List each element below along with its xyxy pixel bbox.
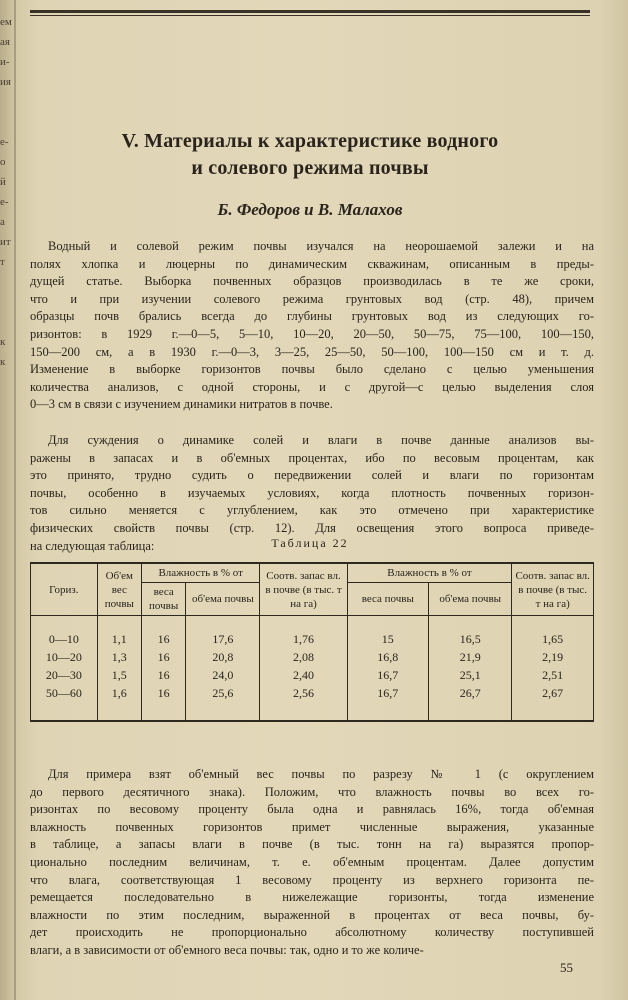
table-cell-empty (260, 702, 347, 721)
text-line: Для суждения о динамике солей и влаги в почве данные анализов вы- (48, 433, 594, 447)
table-cell: 25,6 (186, 684, 260, 702)
table-cell: 20,8 (186, 648, 260, 666)
header-volume-soil: об'ема почвы (186, 583, 260, 616)
table-row (31, 648, 594, 666)
table-cell: 24,0 (186, 666, 260, 684)
margin-fragment: т (0, 256, 5, 268)
margin-fragment: к (0, 336, 6, 348)
header-water-reserve-2: Соотв. запас вл. в почве (в тыс. т на га) (512, 563, 594, 616)
table-cell: 16,7 (347, 684, 428, 702)
text-line: Изменение в выборке горизонтов почвы было сделано с целью уменьшения (30, 362, 594, 377)
text-line: ремещается последовательно в нижележащие горизонты, тогда изменение (30, 890, 594, 905)
table-cell: 21,9 (429, 648, 512, 666)
third-paragraph (30, 766, 594, 960)
text-line: что влага, соответствующая 1 весовому проценту из верхнего горизонта пе- (30, 872, 594, 887)
chapter-title (40, 128, 580, 182)
table-cell: 2,56 (260, 684, 347, 702)
text-line: физических свойств почвы (стр. 12). Для освещения этого вопроса приведе- (30, 520, 594, 535)
margin-fragment: е- (0, 136, 9, 148)
table-cell: 1,5 (97, 666, 141, 684)
header-moisture-pct-2: Влажность в % от (347, 563, 512, 583)
text-line: влажность почвенных горизонтов примет численные выражения, указанные (30, 819, 594, 834)
data-table (30, 562, 594, 722)
table-cell-empty (97, 616, 141, 631)
table-cell-empty (141, 702, 185, 721)
header-weight-soil-2: веса почвы (347, 583, 428, 616)
text-line: на следующая таблица: (30, 538, 155, 553)
table-cell: 1,3 (97, 648, 141, 666)
text-line: что и при изучении солевого режима грунтовых вод (стр. 48), причем (30, 291, 594, 306)
table-cell: 16,8 (347, 648, 428, 666)
margin-fragment (0, 92, 14, 112)
text-line: полях хлопка и люцерны по динамическим скважинам, описанным в преды- (30, 256, 594, 271)
book-gutter (14, 0, 16, 1000)
text-line: почвы, особенно в изучаемых условиях, когда плотность почвенных горизон- (30, 485, 594, 500)
margin-fragment: а (0, 216, 5, 228)
table-cell: 0—10 (31, 630, 98, 648)
text-line: ционально последним величинам, т. е. об'емным процентам. Далее допустим (30, 854, 594, 869)
table-cell-empty (429, 702, 512, 721)
margin-fragment: ит (0, 236, 11, 248)
header-volume-soil-2: об'ема почвы (429, 583, 512, 616)
table-bottom-row (31, 702, 594, 721)
text-line: Для примера взят об'емный вес почвы по разрезу № 1 (с округлением (48, 767, 594, 781)
table-spacer-row (31, 616, 594, 631)
table-cell: 17,6 (186, 630, 260, 648)
table-cell-empty (512, 616, 594, 631)
table-cell: 15 (347, 630, 428, 648)
margin-fragment (0, 272, 14, 292)
margin-fragment: и- (0, 56, 10, 68)
text-line: дущей статье. Выборка почвенных образцов производилась в те же сроки, (30, 274, 594, 289)
text-line: ризонтов: в 1929 г.—0—5, 5—10, 10—20, 20—50, 50—75, 75—100, 100—150, (30, 326, 594, 341)
margin-fragment: ия (0, 76, 11, 88)
table-cell: 25,1 (429, 666, 512, 684)
margin-fragment: о (0, 156, 6, 168)
table-cell: 20—30 (31, 666, 98, 684)
table-cell: 1,1 (97, 630, 141, 648)
table-cell-empty (31, 616, 98, 631)
text-line: количества анализов, с одной стороны, и с другой—с целью выделения слоя (30, 379, 594, 394)
table-cell-empty (186, 702, 260, 721)
table-body (31, 616, 594, 722)
text-line: в таблице, а запасы влаги в почве (в тыс. тонн на га) выразятся пропор- (30, 837, 594, 852)
table-cell-empty (186, 616, 260, 631)
header-water-reserve: Соотв. запас вл. в почве (в тыс. т на га) (260, 563, 347, 616)
table-cell: 16,5 (429, 630, 512, 648)
header-rule-thin (30, 15, 590, 16)
text-line: 150—200 см, а в 1930 г.—0—3, 3—25, 25—50, 50—100, 100—150 см и т. д. (30, 344, 594, 359)
table-cell-empty (97, 702, 141, 721)
table-cell-empty (429, 616, 512, 631)
table-cell: 50—60 (31, 684, 98, 702)
authors: Б. Федоров и В. Малахов (217, 200, 403, 219)
table-row (31, 666, 594, 684)
table-row (31, 630, 594, 648)
table-cell: 2,67 (512, 684, 594, 702)
table-cell-empty (31, 702, 98, 721)
chapter-title-line-2: и солевого режима почвы (191, 157, 429, 179)
previous-page-margin-fragments (0, 12, 14, 372)
text-line: влажности по этим последним, выраженной в процентах от веса почвы, бу- (30, 907, 594, 922)
margin-fragment (0, 112, 14, 132)
page-number: 55 (560, 960, 573, 975)
table-cell: 16 (141, 684, 185, 702)
text-line: образцы почв брались всегда до глубины грунтовых вод из следующих го- (30, 309, 594, 324)
table-cell: 2,08 (260, 648, 347, 666)
text-line: Водный и солевой режим почвы изучался на неорошаемой залежи и на (48, 239, 594, 253)
table-title: Таблица 22 (271, 536, 349, 550)
margin-fragment: ем (0, 16, 12, 28)
table-cell: 10—20 (31, 648, 98, 666)
text-line: ражены в запасах и в об'емных процентах, ибо по весовым процентам, как (30, 450, 594, 465)
header-volume-weight: Об'ем вес почвы (97, 563, 141, 616)
margin-fragment: к (0, 356, 6, 368)
table-cell: 2,40 (260, 666, 347, 684)
text-line: тов сильно меняется с углублением, как это отмечено при характеристике (30, 503, 594, 518)
table-cell: 1,76 (260, 630, 347, 648)
margin-fragment (0, 292, 14, 312)
table-cell-empty (260, 616, 347, 631)
text-line: 0—3 см в связи с изучением динамики нитратов в почве. (30, 397, 333, 412)
text-line: ризонтах по весовому проценту была одна и равнялась 16%, тогда об'емная (30, 802, 594, 817)
margin-fragment: ая (0, 36, 10, 48)
table-row (31, 684, 594, 702)
table-cell: 16 (141, 666, 185, 684)
text-line: это принято, трудно судить о передвижении солей и влаги по горизонтам (30, 468, 594, 483)
header-weight-soil: веса почвы (141, 583, 185, 616)
table-cell: 16 (141, 648, 185, 666)
header-rule (30, 10, 590, 13)
header-moisture-pct: Влажность в % от (141, 563, 259, 583)
header-horizon: Гориз. (31, 563, 98, 616)
chapter-title-line-1: V. Материалы к характеристике водного (121, 130, 499, 152)
margin-fragment (0, 312, 14, 332)
margin-fragment: е- (0, 196, 9, 208)
table-cell-empty (512, 702, 594, 721)
table-cell: 2,19 (512, 648, 594, 666)
text-line: дет происходить не пропорционально абсолютному количеству поступившей (30, 925, 594, 940)
text-line: до первого десятичного знака). Положим, что влажность почвы во всех го- (30, 784, 594, 799)
intro-paragraph (30, 238, 594, 414)
table-cell-empty (347, 616, 428, 631)
table-cell: 1,65 (512, 630, 594, 648)
table-cell: 16 (141, 630, 185, 648)
margin-fragment: й (0, 176, 6, 188)
table-cell-empty (347, 702, 428, 721)
table-cell-empty (141, 616, 185, 631)
table-cell: 26,7 (429, 684, 512, 702)
table-cell: 16,7 (347, 666, 428, 684)
text-line: влаги, а в зависимости от об'емного веса почвы: так, одно и то же количе- (30, 942, 424, 957)
table-cell: 1,6 (97, 684, 141, 702)
table-cell: 2,51 (512, 666, 594, 684)
